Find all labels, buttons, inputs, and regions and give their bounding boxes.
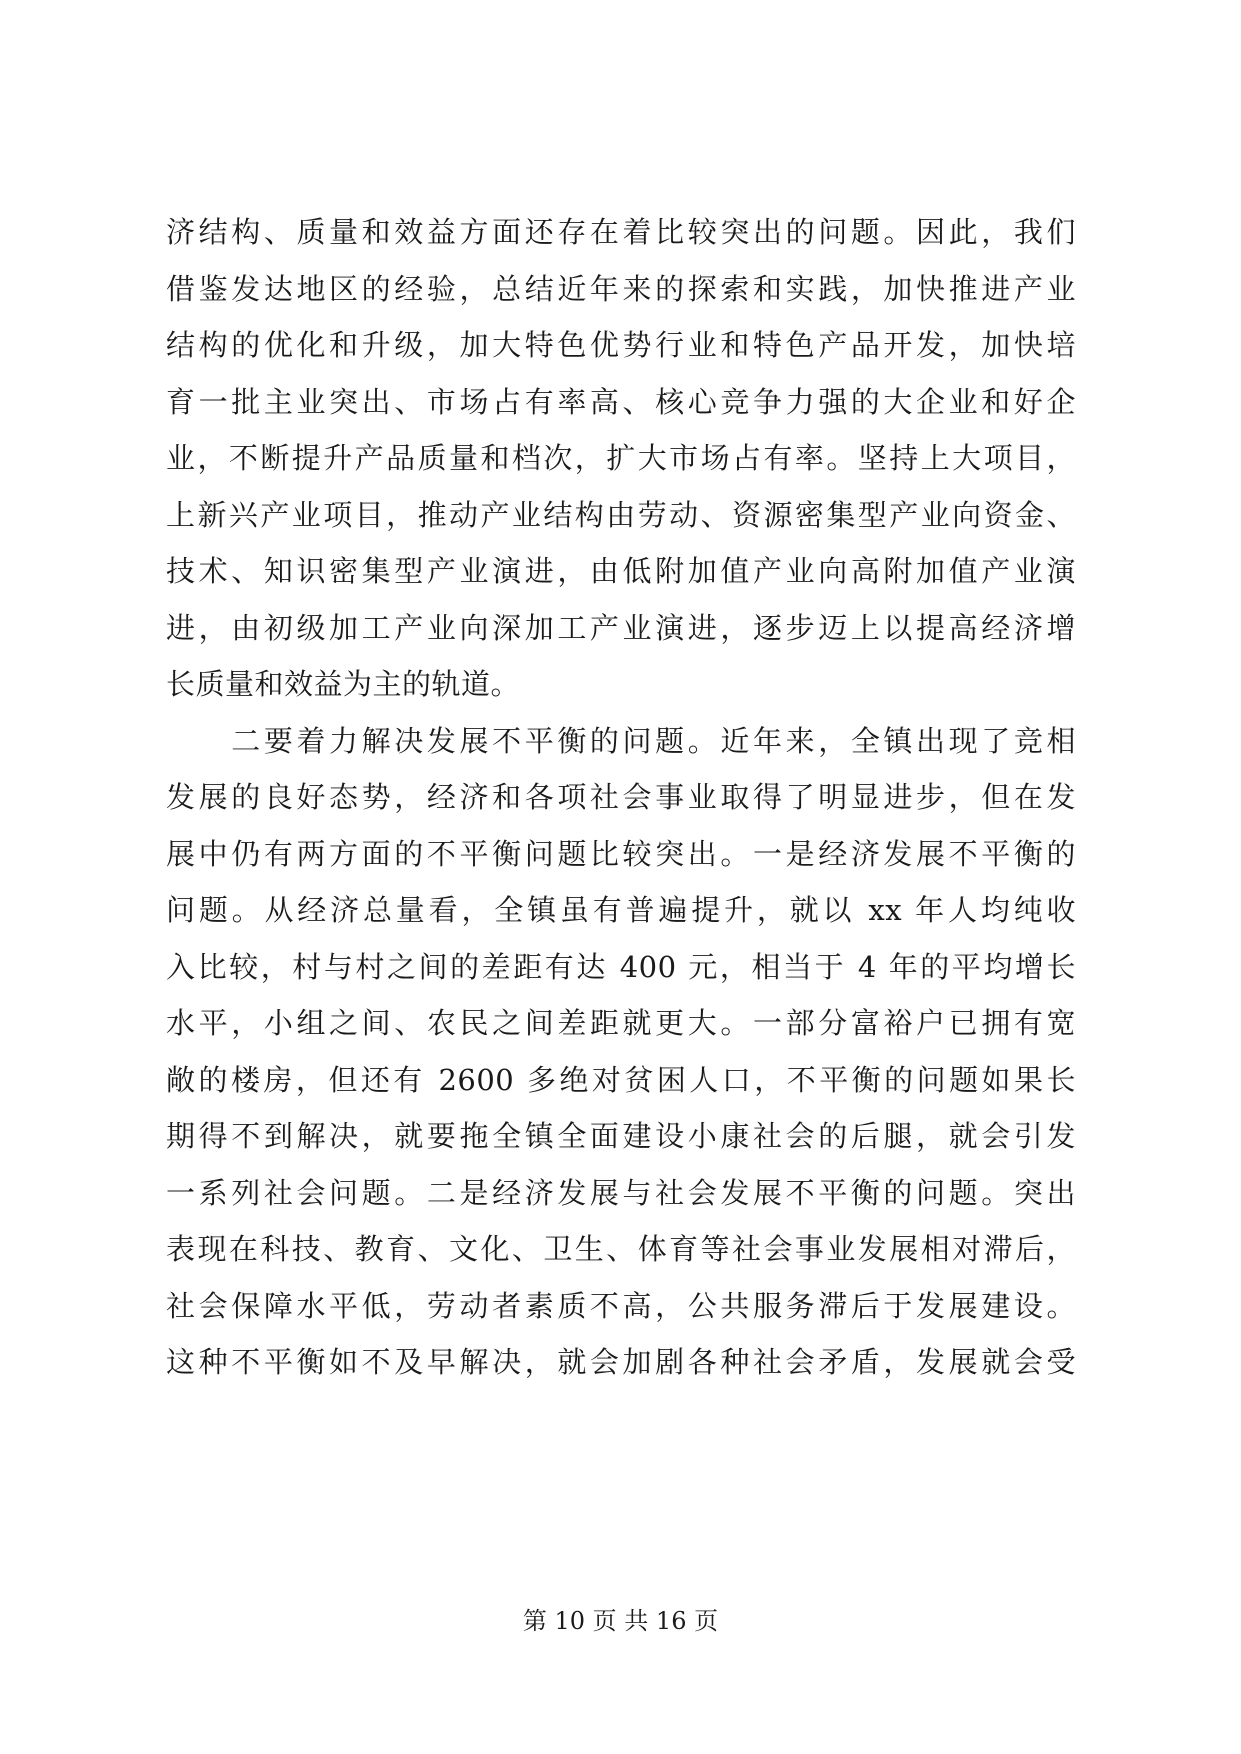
text-line: 借鉴发达地区的经验，总结近年来的探索和实践，加快推进产业 bbox=[166, 271, 1076, 306]
text-line: 一系列社会问题。二是经济发展与社会发展不平衡的问题。突出 bbox=[166, 1175, 1076, 1210]
text-line: 期得不到解决，就要拖全镇全面建设小康社会的后腿，就会引发 bbox=[166, 1119, 1076, 1153]
text-line: 入比较，村与村之间的差距有达 400 元，相当于 4 年的平均增长 bbox=[166, 949, 1076, 984]
text-line: 问题。从经济总量看，全镇虽有普遍提升，就以 xx 年人均纯收 bbox=[166, 893, 1076, 927]
text-line: 展中仍有两方面的不平衡问题比较突出。一是经济发展不平衡的 bbox=[166, 836, 1076, 871]
text-line: 这种不平衡如不及早解决，就会加剧各种社会矛盾，发展就会受 bbox=[166, 1345, 1076, 1379]
text-line: 上新兴产业项目，推动产业结构由劳动、资源密集型产业向资金、 bbox=[166, 497, 1076, 532]
text-line: 社会保障水平低，劳动者素质不高，公共服务滞后于发展建设。 bbox=[166, 1288, 1076, 1323]
text-line: 结构的优化和升级，加大特色优势行业和特色产品开发，加快培 bbox=[166, 328, 1076, 362]
text-line: 发展的良好态势，经济和各项社会事业取得了明显进步，但在发 bbox=[166, 780, 1076, 814]
text-line: 敞的楼房，但还有 2600 多绝对贫困人口，不平衡的问题如果长 bbox=[166, 1062, 1076, 1097]
text-line: 济结构、质量和效益方面还存在着比较突出的问题。因此，我们 bbox=[166, 215, 1076, 249]
text-line: 育一批主业突出、市场占有率高、核心竞争力强的大企业和好企 bbox=[166, 384, 1076, 419]
body-text bbox=[166, 204, 1076, 1391]
page-number-footer: 第 10 页 共 16 页 bbox=[522, 1607, 719, 1635]
text-line: 表现在科技、教育、文化、卫生、体育等社会事业发展相对滞后， bbox=[166, 1232, 1076, 1266]
text-line: 业，不断提升产品质量和档次，扩大市场占有率。坚持上大项目， bbox=[166, 441, 1076, 475]
text-line: 长质量和效益为主的轨道。 bbox=[166, 667, 521, 701]
text-line: 技术、知识密集型产业演进，由低附加值产业向高附加值产业演 bbox=[166, 554, 1076, 588]
text-line: 进，由初级加工产业向深加工产业演进，逐步迈上以提高经济增 bbox=[166, 610, 1076, 645]
text-line: 二要着力解决发展不平衡的问题。近年来，全镇出现了竞相 bbox=[166, 723, 1076, 758]
text-line: 水平，小组之间、农民之间差距就更大。一部分富裕户已拥有宽 bbox=[166, 1006, 1076, 1040]
